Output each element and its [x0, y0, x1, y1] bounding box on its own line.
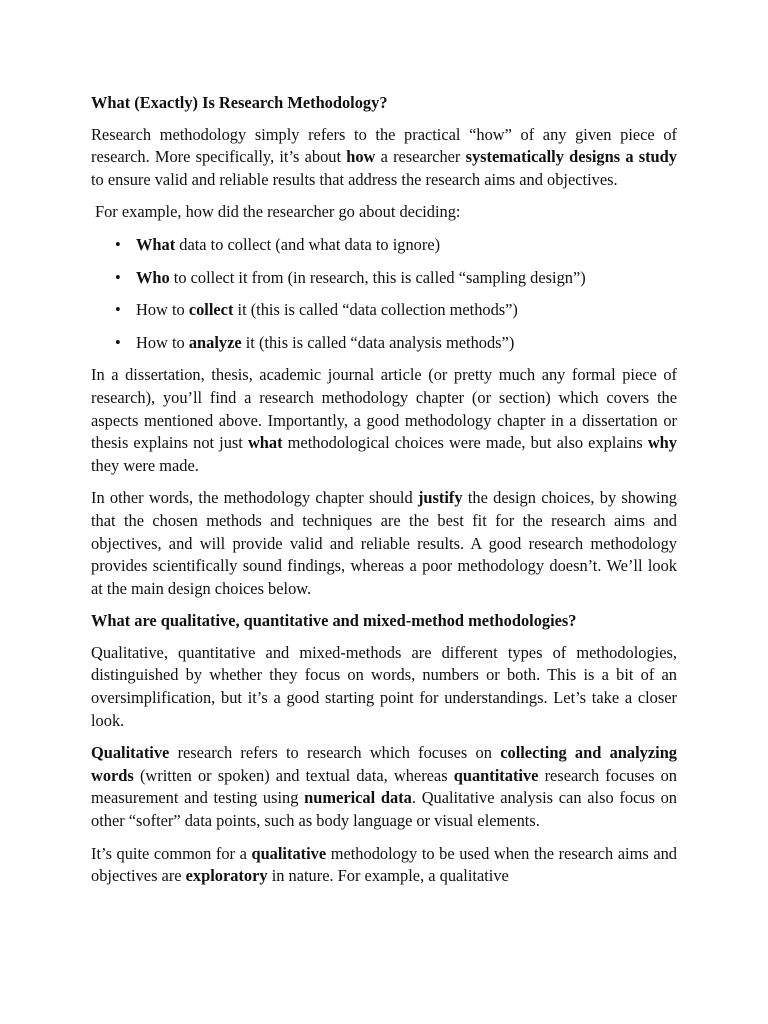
paragraph-definition	[91, 124, 677, 192]
document-body	[91, 92, 677, 888]
text-run: methodology to be used when the research aims and objectives are	[91, 843, 677, 886]
text-run: to collect it from (in research, this is called “sampling design”)	[169, 267, 586, 287]
text-run: It’s quite common for a	[91, 843, 252, 863]
bold-text: numerical data	[304, 788, 412, 808]
text-run: research focuses on measurement and testing using	[91, 765, 677, 808]
text-run: it (this is called “data analysis methods”)	[241, 332, 515, 352]
text-run: methodological choices were made, but also explains	[282, 433, 648, 453]
bold-text: systematically designs a study	[465, 147, 677, 167]
text-run: the design choices, by showing that the chosen methods and techniques are the best fit for the research aims and objectives, and will provide valid and reliable results. A good research methodology provides scientifically sound findings, whereas a poor methodology doesn’t. We’ll look at the main design choices below.	[91, 488, 677, 598]
paragraph-qualitative-quantitative	[91, 742, 677, 832]
list-item	[91, 332, 677, 355]
bullet-icon: •	[115, 300, 121, 320]
heading-methodology-types: What are qualitative, quantitative and mixed-method methodologies?	[91, 611, 577, 631]
text-run: How to	[136, 332, 189, 352]
bullet-icon: •	[115, 234, 121, 254]
bold-text: analyze	[188, 332, 242, 352]
bold-text: what	[247, 433, 283, 453]
text-run: to ensure valid and reliable results that address the research aims and objectives.	[91, 169, 618, 189]
bold-text: how	[346, 147, 376, 167]
bold-text: quantitative	[453, 765, 539, 785]
list-item	[91, 299, 677, 322]
heading-research-methodology: What (Exactly) Is Research Methodology?	[91, 93, 388, 112]
bold-text: exploratory	[185, 866, 268, 886]
bold-text: What	[136, 234, 176, 254]
paragraph-dissertation	[91, 364, 677, 477]
list-item	[91, 267, 677, 290]
bold-text: Qualitative	[91, 743, 170, 763]
text-run: data to collect (and what data to ignore)	[175, 234, 441, 254]
bold-text: collecting and analyzing words	[91, 743, 678, 785]
paragraph-types-overview: Qualitative, quantitative and mixed-methods are different types of methodologies, distinguished by whether they focus on words, numbers or both. This is a bit of an oversimplification, but it’s a good starting point for understandings. Let’s take a closer look.	[91, 642, 677, 730]
text-run: they were made.	[91, 455, 199, 475]
paragraph-justify	[91, 487, 677, 600]
bold-text: qualitative	[251, 843, 327, 863]
bullet-list	[91, 234, 677, 354]
text-run: In other words, the methodology chapter should	[91, 488, 418, 508]
paragraph-example-intro: For example, how did the researcher go about deciding:	[95, 202, 461, 222]
bullet-icon: •	[115, 267, 121, 287]
text-run: a researcher	[375, 147, 466, 167]
text-run: research refers to research which focuses on	[169, 743, 501, 763]
text-run: In a dissertation, thesis, academic journal article (or pretty much any formal piece of research), you’ll find a research methodology chapter (or section) which covers the aspects mentioned above. Importantly, a good methodology chapter in a dissertation or thesis explains not just	[91, 365, 677, 453]
bold-text: Who	[136, 267, 170, 287]
text-run: it (this is called “data collection methods”)	[233, 300, 518, 320]
text-run: (written or spoken) and textual data, whereas	[133, 765, 454, 785]
bold-text: why	[647, 433, 677, 453]
bold-text: collect	[188, 300, 234, 320]
paragraph-exploratory	[91, 843, 677, 888]
text-run: How to	[136, 300, 189, 320]
text-run: Research methodology simply refers to the practical “how” of any given piece of research. More specifically, it’s about	[91, 124, 677, 167]
text-run: in nature. For example, a qualitative	[267, 866, 509, 886]
text-run: . Qualitative analysis can also focus on other “softer” data points, such as body language or visual elements.	[91, 788, 677, 831]
list-item	[91, 234, 677, 257]
bullet-icon: •	[115, 332, 121, 352]
bold-text: justify	[417, 488, 463, 508]
